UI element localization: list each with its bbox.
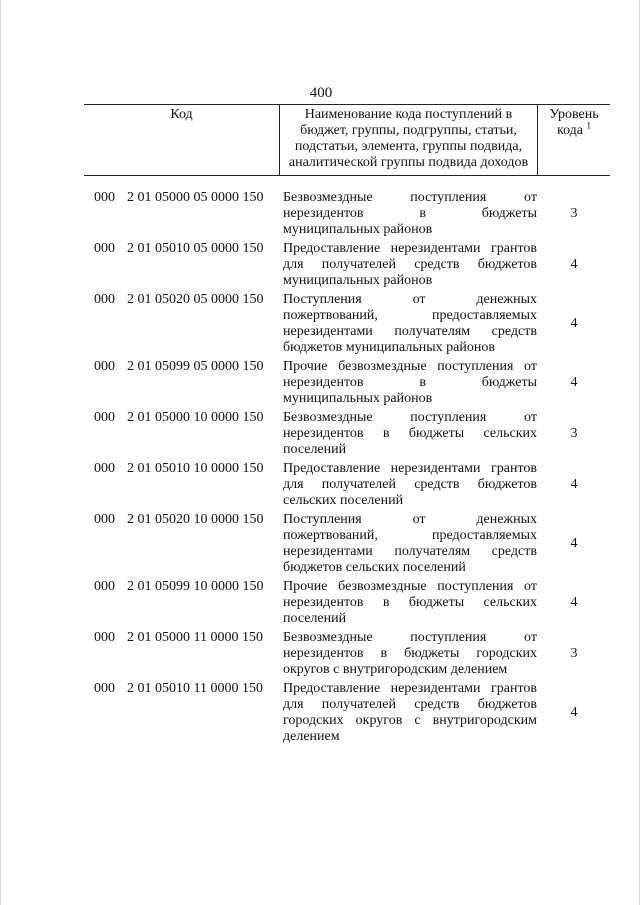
income-name-line: округов с внутригородским делением: [283, 662, 508, 677]
income-name-line: нерезидентами получателям средств: [283, 324, 537, 339]
income-name: [283, 292, 537, 356]
code-level: 4: [570, 595, 578, 610]
header-level-text: кода: [556, 123, 584, 138]
header-level-line1: Уровень: [549, 107, 599, 122]
income-name: [283, 410, 537, 458]
code-level: 3: [570, 426, 578, 441]
income-name-line: нерезидентов в бюджеты сельских: [283, 426, 537, 441]
income-name-line: Предоставление нерезидентами грантов: [283, 461, 537, 476]
header-name-line: подстатьи, элемента, группы подвида,: [294, 139, 523, 154]
code-level: 4: [570, 257, 578, 272]
income-name: [283, 579, 537, 627]
admin-code: 000: [94, 190, 115, 205]
income-name: [283, 461, 537, 509]
table-row: [1, 630, 640, 678]
income-code: 2 01 05000 05 0000 150: [127, 190, 264, 205]
table-row: [1, 410, 640, 458]
header-name: [280, 105, 538, 175]
table-row: [1, 461, 640, 509]
code-level: 4: [570, 375, 578, 390]
income-name-line: муниципальных районов: [283, 273, 433, 288]
code-level: 4: [570, 477, 578, 492]
income-name: [283, 681, 537, 745]
income-name-line: для получателей средств бюджетов: [283, 477, 537, 492]
income-name: [283, 190, 537, 238]
header-level: [538, 105, 610, 175]
income-name-line: сельских поселений: [283, 493, 404, 508]
income-name-line: бюджетов муниципальных районов: [283, 340, 495, 355]
income-name-line: нерезидентов в бюджеты: [283, 375, 537, 390]
admin-code: 000: [94, 579, 115, 594]
income-name-line: Безвозмездные поступления от: [283, 630, 537, 645]
code-level: 3: [570, 206, 578, 221]
income-name: [283, 359, 537, 407]
admin-code: 000: [94, 681, 115, 696]
income-code: 2 01 05020 10 0000 150: [127, 512, 264, 527]
income-name-line: городских округов с внутригородским: [283, 713, 537, 728]
header-level-line2: [538, 120, 610, 139]
code-level: 4: [570, 536, 578, 551]
income-name-line: нерезидентов в бюджеты: [283, 206, 537, 221]
income-name-line: пожертвований, предоставляемых: [283, 308, 537, 323]
admin-code: 000: [94, 359, 115, 374]
code-level: 3: [570, 646, 578, 661]
income-name-line: Безвозмездные поступления от: [283, 190, 537, 205]
income-code: 2 01 05010 11 0000 150: [127, 681, 263, 696]
income-name: [283, 630, 537, 678]
header-name-line: бюджет, группы, подгруппы, статьи,: [300, 123, 517, 138]
admin-code: 000: [94, 292, 115, 307]
code-level: 4: [570, 316, 578, 331]
income-name-line: для получателей средств бюджетов: [283, 697, 537, 712]
income-name: [283, 512, 537, 576]
table-row: [1, 579, 640, 627]
income-name-line: поселений: [283, 442, 347, 457]
table-row: [1, 681, 640, 745]
admin-code: 000: [94, 461, 115, 476]
table-row: [1, 512, 640, 576]
header-name-line: Наименование кода поступлений в: [304, 107, 513, 122]
income-name-line: делением: [283, 729, 340, 744]
admin-code: 000: [94, 630, 115, 645]
income-name-line: муниципальных районов: [283, 222, 433, 237]
income-name-line: Прочие безвозмездные поступления от: [283, 359, 537, 374]
admin-code: 000: [94, 241, 115, 256]
table-row: [1, 292, 640, 356]
income-name-line: поселений: [283, 611, 347, 626]
table-body: [1, 190, 640, 748]
income-code: 2 01 05099 05 0000 150: [127, 359, 264, 374]
income-name-line: бюджетов сельских поселений: [283, 560, 466, 575]
footnote-marker: 1: [586, 120, 592, 131]
admin-code: 000: [94, 410, 115, 425]
income-code: 2 01 05020 05 0000 150: [127, 292, 264, 307]
income-name-line: Поступления от денежных: [283, 512, 537, 527]
income-name-line: Предоставление нерезидентами грантов: [283, 241, 537, 256]
income-name-line: Поступления от денежных: [283, 292, 537, 307]
income-name-line: нерезидентов в бюджеты городских: [283, 646, 537, 661]
income-name-line: Предоставление нерезидентами грантов: [283, 681, 537, 696]
table-row: [1, 190, 640, 238]
income-name-line: Безвозмездные поступления от: [283, 410, 537, 425]
table-row: [1, 241, 640, 289]
income-name-line: нерезидентов в бюджеты сельских: [283, 595, 537, 610]
income-name-line: нерезидентами получателям средств: [283, 544, 537, 559]
income-name-line: Прочие безвозмездные поступления от: [283, 579, 537, 594]
header-code: Код: [84, 105, 280, 175]
income-name-line: пожертвований, предоставляемых: [283, 528, 537, 543]
income-code: 2 01 05010 05 0000 150: [127, 241, 264, 256]
income-name-line: муниципальных районов: [283, 391, 433, 406]
code-level: 4: [570, 705, 578, 720]
income-code: 2 01 05000 11 0000 150: [127, 630, 263, 645]
income-code: 2 01 05099 10 0000 150: [127, 579, 264, 594]
admin-code: 000: [94, 512, 115, 527]
income-code: 2 01 05000 10 0000 150: [127, 410, 264, 425]
income-name-line: для получателей средств бюджетов: [283, 257, 537, 272]
income-code: 2 01 05010 10 0000 150: [127, 461, 264, 476]
income-name: [283, 241, 537, 289]
header-name-line: аналитической группы подвида доходов: [288, 155, 529, 170]
page-number: 400: [309, 85, 333, 101]
table-header: [84, 104, 610, 176]
table-row: [1, 359, 640, 407]
